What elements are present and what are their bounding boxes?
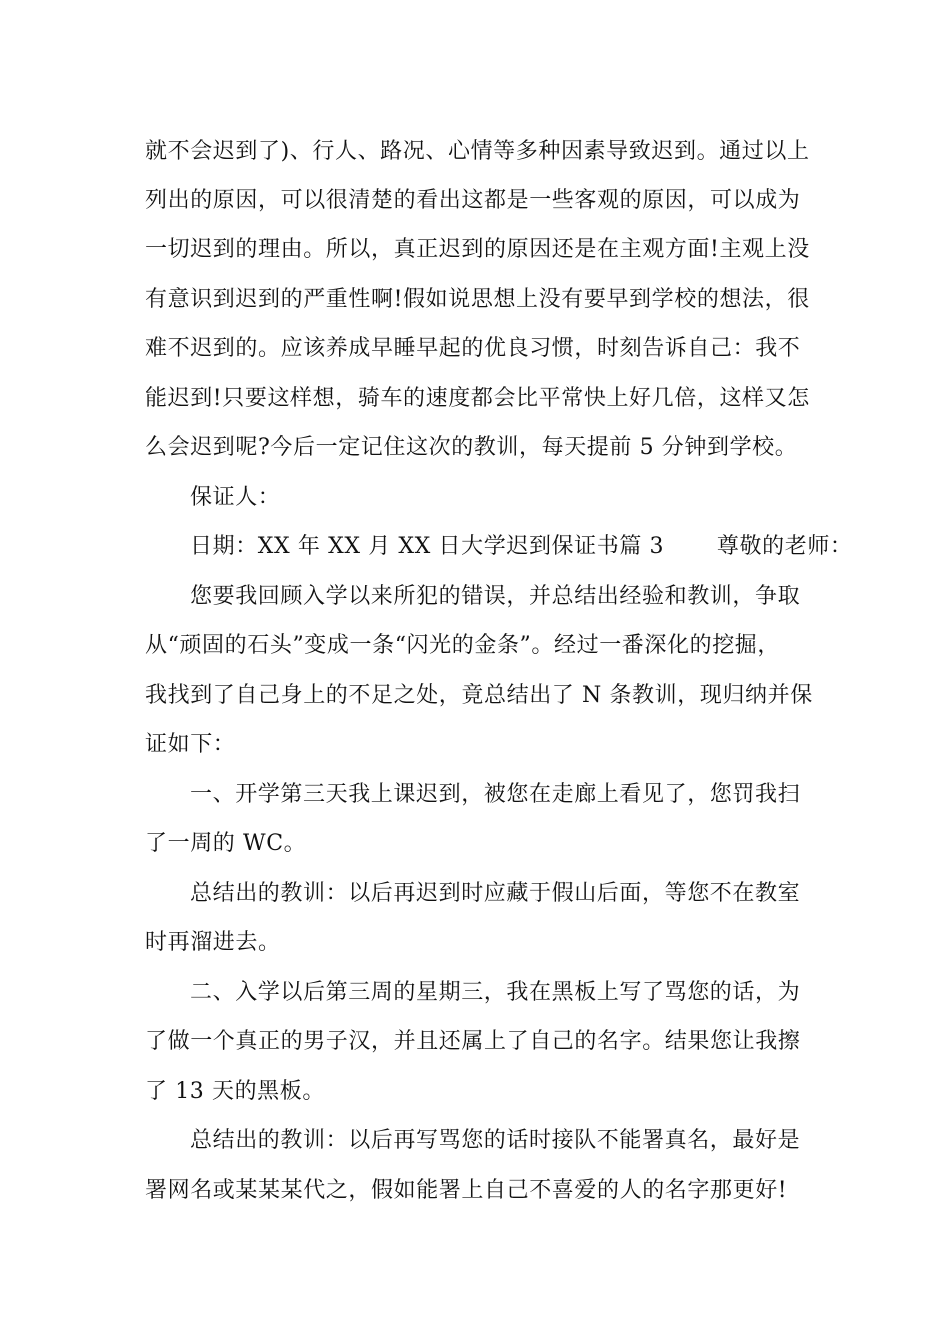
text-line: 署网名或某某某代之，假如能署上自己不喜爱的人的名字那更好! bbox=[145, 1178, 788, 1203]
text-line: 能迟到!只要这样想，骑车的速度都会比平常快上好几倍，这样又怎 bbox=[145, 386, 810, 411]
text-line: 么会迟到呢?今后一定记住这次的教训，每天提前 5 分钟到学校。 bbox=[145, 435, 798, 460]
text-line: 一切迟到的理由。所以，真正迟到的原因还是在主观方面!主观上没 bbox=[145, 237, 810, 262]
text-line: 从“顽固的石头”变成一条“闪光的金条”。经过一番深化的挖掘， bbox=[145, 633, 780, 658]
text-line: 了 13 天的黑板。 bbox=[145, 1079, 325, 1104]
text-line: 我找到了自己身上的不足之处，竟总结出了 N 条教训，现归纳并保 bbox=[145, 683, 813, 708]
text-line: 一、开学第三天我上课迟到，被您在走廊上看见了，您罚我扫 bbox=[190, 782, 801, 807]
signatory-label: 保证人： bbox=[190, 485, 281, 510]
text-line: 时再溜进去。 bbox=[145, 930, 281, 955]
text-line: 有意识到迟到的严重性啊!假如说思想上没有要早到学校的想法，很 bbox=[145, 287, 810, 312]
text-line: 总结出的教训：以后再写骂您的话时接队不能署真名，最好是 bbox=[190, 1128, 801, 1153]
text-line: 就不会迟到了)、行人、路况、心情等多种因素导致迟到。通过以上 bbox=[145, 139, 810, 164]
text-line: 二、入学以后第三周的星期三，我在黑板上写了骂您的话，为 bbox=[190, 980, 801, 1005]
text-line: 总结出的教训：以后再迟到时应藏于假山后面，等您不在教室 bbox=[190, 881, 801, 906]
text-line: 了一周的 WC。 bbox=[145, 831, 307, 856]
date-line: 日期：XX 年 XX 月 XX 日大学迟到保证书篇 3 尊敬的老师： bbox=[190, 534, 853, 559]
text-line: 证如下： bbox=[145, 732, 236, 757]
text-line: 了做一个真正的男子汉，并且还属上了自己的名字。结果您让我擦 bbox=[145, 1029, 801, 1054]
text-line: 列出的原因，可以很清楚的看出这都是一些客观的原因，可以成为 bbox=[145, 188, 801, 213]
text-line: 难不迟到的。应该养成早睡早起的优良习惯，时刻告诉自己：我不 bbox=[145, 336, 801, 361]
text-line: 您要我回顾入学以来所犯的错误，并总结出经验和教训，争取 bbox=[190, 584, 801, 609]
